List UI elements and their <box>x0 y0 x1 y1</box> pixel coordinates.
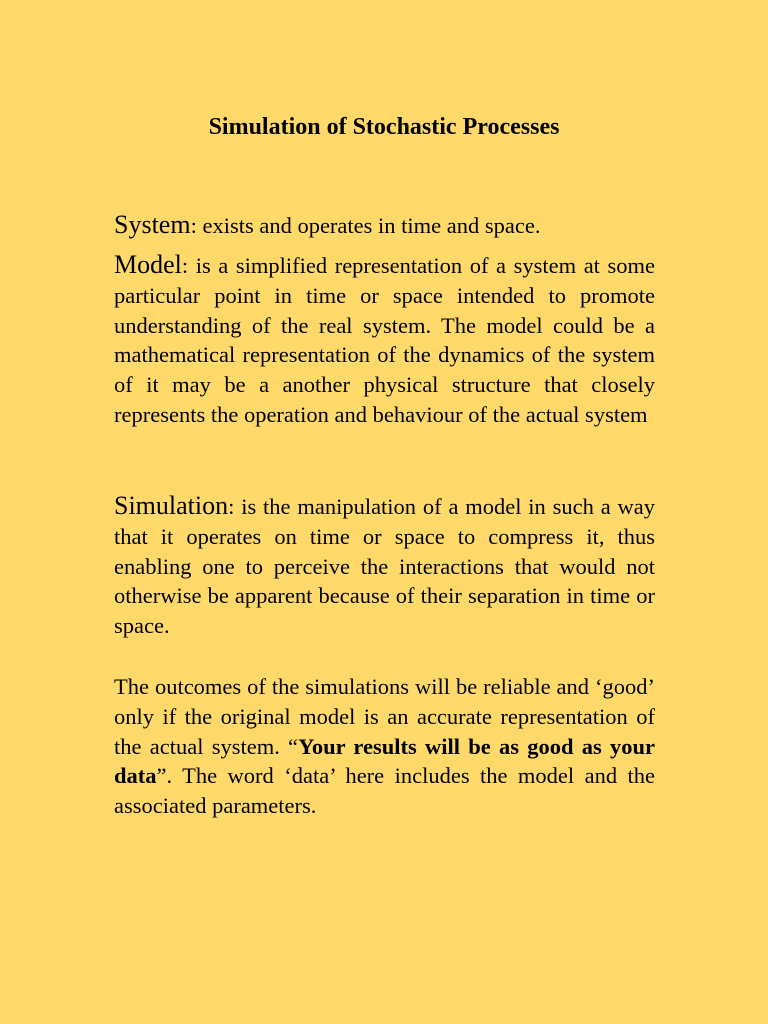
system-term: System <box>114 210 191 239</box>
simulation-term: Simulation <box>114 491 229 520</box>
outcomes-paragraph <box>114 672 655 821</box>
model-definition <box>114 250 655 430</box>
simulation-definition-text: : is the manipulation of a model in such a way that it operates on time or space to compress it, thus enabling one to perceive the interactions that would not otherwise be apparent because of their separation in time or space. <box>114 494 655 639</box>
outcomes-text-after: ”. The word ‘data’ here includes the model and the associated parameters. <box>114 763 655 819</box>
page-title: Simulation of Stochastic Processes <box>208 114 560 140</box>
simulation-definition <box>114 491 655 641</box>
system-definition <box>114 210 655 241</box>
model-term: Model <box>114 250 182 279</box>
outcomes-text-before: The outcomes of the simulations will be reliable and ‘good’ only if the original model is an accurate representation of the actual system. “ <box>114 674 655 759</box>
model-definition-text: : is a simplified representation of a system at some particular point in time or space intended to promote understanding of the real system. The model could be a mathematical representation of the dynamics of the system of it may be a another physical structure that closely represents the operation and behaviour of the actual system <box>114 253 655 427</box>
system-definition-text: : exists and operates in time and space. <box>190 213 541 238</box>
outcomes-emphasis: Your results will be as good as your data <box>114 733 655 789</box>
